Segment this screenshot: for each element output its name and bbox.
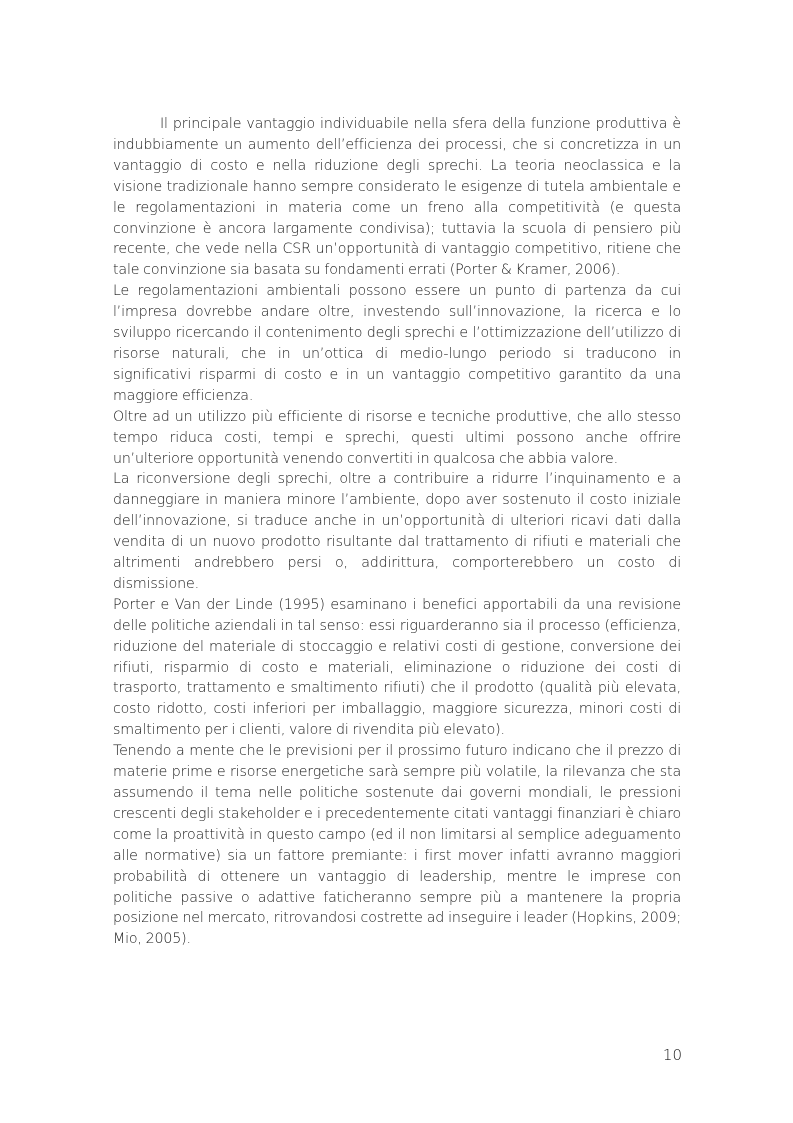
body-text [113,114,681,950]
page-number: 10 [662,1046,682,1064]
paragraph-5: Porter e Van der Linde (1995) esaminano i benefici apportabili da una revisione delle politiche aziendali in tal senso: essi riguarderanno sia il processo (efficienza, riduzione del materiale di stoccaggio e relativi costi di gestione, conversione dei rifiuti, risparmio di costo e materiali, eliminazione o riduzione dei costi di trasporto, trattamento e smaltimento rifiuti) che il prodotto (qualità più elevata, costo ridotto, costi inferiori per imballaggio, maggiore sicurezza, minori costi di smaltimento per i clienti, valore di rivendita più elevato). [113,596,681,739]
paragraph-1: Il principale vantaggio individuabile nella sfera della funzione produttiva è indubbiamente un aumento dell’efficienza dei processi, che si concretizza in un vantaggio di costo e nella riduzione degli sprechi. La teoria neoclassica e la visione tradizionale hanno sempre considerato le esigenze di tutela ambientale e le regolamentazioni in materia come un freno alla competitività (e questa convinzione è ancora largamente condivisa); tuttavia la scuola di pensiero più recente, che vede nella CSR un’opportunità di vantaggio competitivo, ritiene che tale convinzione sia basata su fondamenti errati (Porter & Kramer, 2006). [113,116,681,279]
paragraph-2: Le regolamentazioni ambientali possono essere un punto di partenza da cui l’impresa dovrebbe andare oltre, investendo sull’innovazione, la ricerca e lo sviluppo ricercando il contenimento degli sprechi e l’ottimizzazione dell’utilizzo di risorse naturali, che in un’ottica di medio-lungo periodo si traducono in significativi risparmi di costo e in un vantaggio competitivo garantito da una maggiore efficienza. [113,283,681,404]
paragraph-3: Oltre ad un utilizzo più efficiente di risorse e tecniche produttive, che allo stesso tempo riduca costi, tempi e sprechi, questi ultimi possono anche offrire un’ulteriore opportunità venendo convertiti in qualcosa che abbia valore. [113,408,681,467]
paragraph-4: La riconversione degli sprechi, oltre a contribuire a ridurre l’inquinamento e a danneggiare in maniera minore l’ambiente, dopo aver sostenuto il costo iniziale dell’innovazione, si traduce anche in un’opportunità di ulteriori ricavi dati dalla vendita di un nuovo prodotto risultante dal trattamento di rifiuti e materiali che altrimenti andrebbero persi o, addirittura, comporterebbero un costo di dismissione. [113,471,681,592]
paragraph-6: Tenendo a mente che le previsioni per il prossimo futuro indicano che il prezzo di materie prime e risorse energetiche sarà sempre più volatile, la rilevanza che sta assumendo il tema nelle politiche sostenute dai governi mondiali, le pressioni crescenti degli stakeholder e i precedentemente citati vantaggi finanziari è chiaro come la proattività in questo campo (ed il non limitarsi al semplice adeguamento alle normative) sia un fattore premiante: i first mover infatti avranno maggiori probabilità di ottenere un vantaggio di leadership, mentre le imprese con politiche passive o adattive faticheranno sempre più a mantenere la propria posizione nel mercato, ritrovandosi costrette ad inseguire i leader (Hopkins, 2009; Mio, 2005). [113,743,681,948]
